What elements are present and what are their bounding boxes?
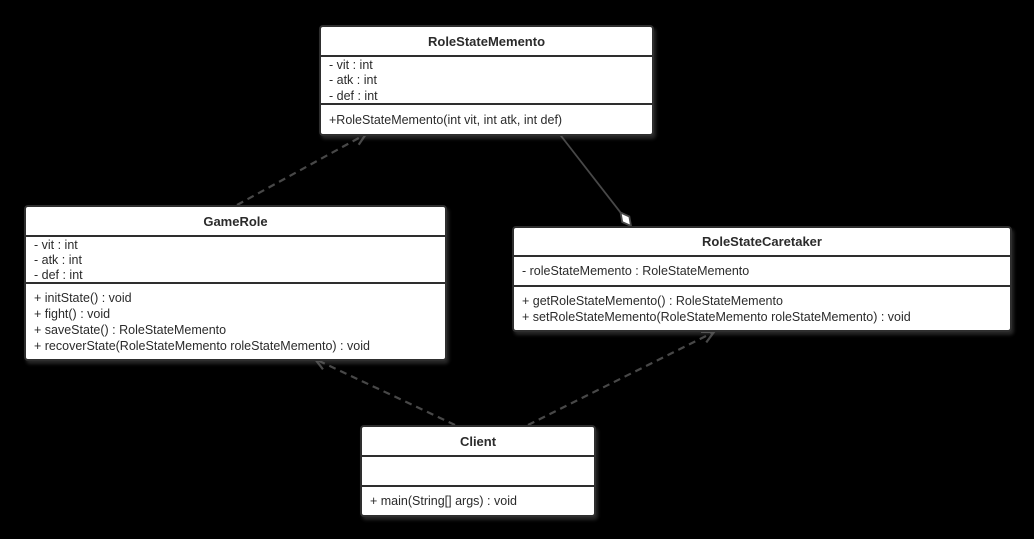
attribute-line: - def : int	[34, 268, 83, 282]
attribute-line: - def : int	[329, 88, 378, 103]
attribute-line: - roleStateMemento : RoleStateMemento	[522, 264, 750, 278]
method-line: + recoverState(RoleStateMemento roleStateMemento) : void	[34, 338, 370, 353]
class-title: RoleStateCaretaker	[702, 234, 822, 249]
class-title: Client	[459, 433, 497, 449]
methods-compartment	[514, 285, 1010, 330]
class-box-client[interactable]	[360, 425, 596, 517]
method-line: + fight() : void	[34, 306, 111, 321]
methods-compartment	[321, 103, 652, 134]
method-line: + saveState() : RoleStateMemento	[34, 322, 227, 337]
dependency-client-to-rolestatecaretaker[interactable]	[528, 332, 714, 425]
attribute-line: - vit : int	[34, 238, 78, 252]
method-line: + setRoleStateMemento(RoleStateMemento roleStateMemento) : void	[522, 309, 911, 324]
class-box-rolestatecaretaker[interactable]	[512, 226, 1012, 332]
class-title: RoleStateMemento	[427, 33, 546, 49]
method-line: + getRoleStateMemento() : RoleStateMemento	[522, 293, 783, 308]
aggregation-rolestatememento-to-rolestatecaretaker[interactable]	[558, 132, 631, 226]
attribute-line: - atk : int	[34, 253, 82, 267]
class-box-gamerole[interactable]	[24, 205, 447, 361]
method-line: + main(String[] args) : void	[370, 494, 517, 508]
methods-compartment	[26, 282, 445, 359]
class-box-rolestatememento[interactable]	[319, 25, 654, 136]
class-title: GameRole	[203, 213, 268, 229]
aggregation-diamond-icon	[621, 213, 631, 226]
attributes-compartment	[26, 235, 445, 282]
dependency-gamerole-to-rolestatememento[interactable]	[237, 134, 366, 205]
attributes-compartment	[514, 255, 1010, 285]
attribute-line: - vit : int	[329, 58, 373, 72]
dependency-client-to-gamerole[interactable]	[315, 359, 455, 425]
methods-compartment	[362, 485, 594, 515]
method-line: + initState() : void	[34, 290, 132, 305]
attribute-line: - atk : int	[329, 73, 377, 88]
attributes-compartment	[362, 455, 594, 485]
attributes-compartment	[321, 55, 652, 103]
method-line: +RoleStateMemento(int vit, int atk, int def)	[329, 112, 563, 127]
